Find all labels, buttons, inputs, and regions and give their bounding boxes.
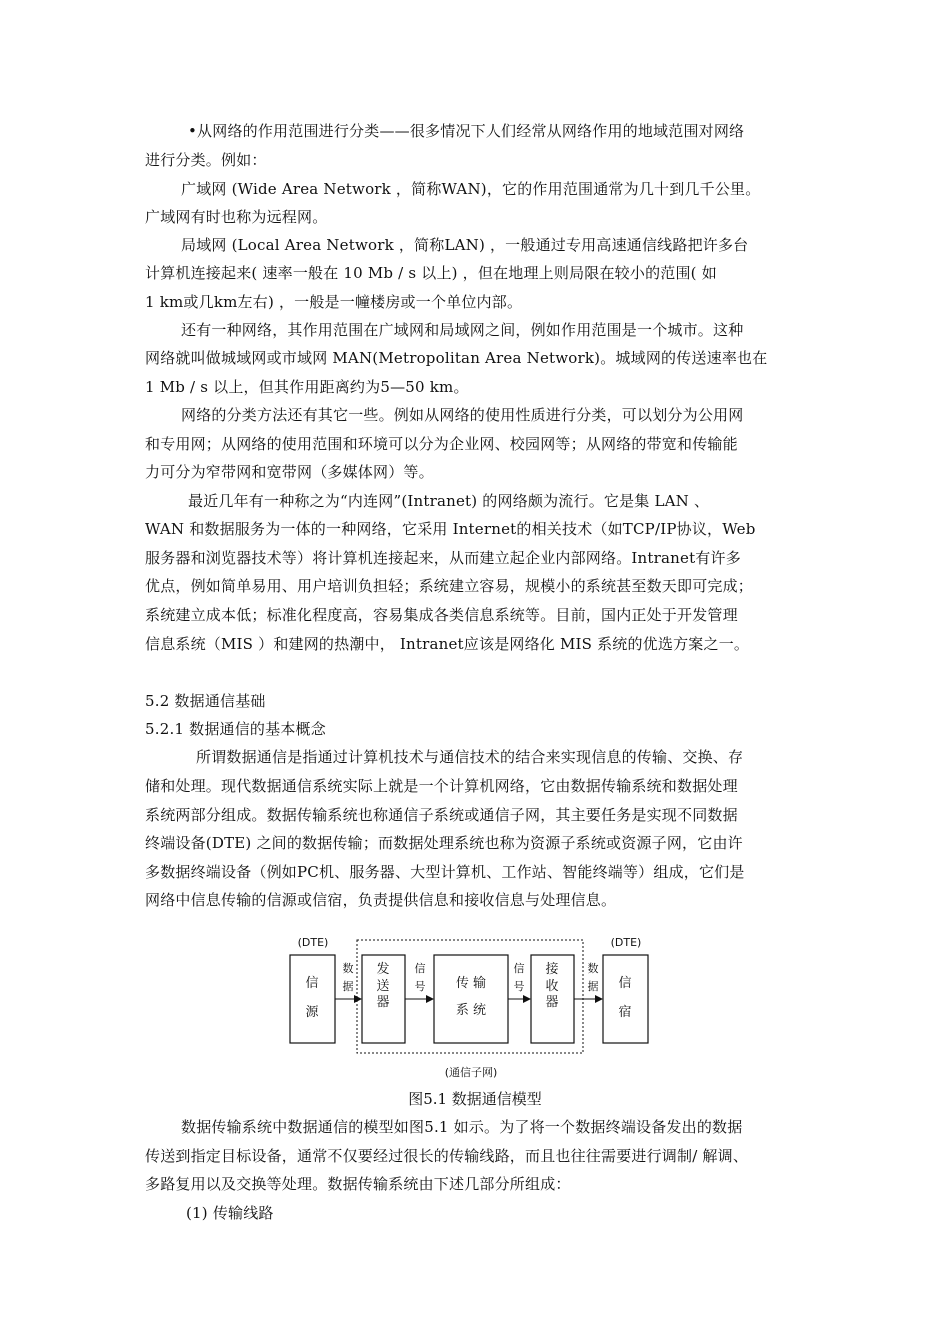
data-label: 数 [587,962,599,975]
source-label: 信 [305,976,319,991]
signal-label: 号 [414,980,426,993]
text-line: 局域网 (Local Area Network ，简称LAN) ，一般通过专用高速通信线路把许多台 [181,236,749,254]
text-line: 1 km或几km左右) ，一般是一幢楼房或一个单位内部。 [145,293,523,311]
source-box [290,955,335,1043]
data-label: 据 [342,980,354,993]
text-line: 储和处理。现代数据通信系统实际上就是一个计算机网络，它由数据传输系统和数据处理 [145,777,738,795]
text-line: 计算机连接起来( 速率一般在 10 Mb / s 以上) ，但在地理上则局限在较小的范围( 如 [145,264,717,282]
subsection-heading: 5.2.1 数据通信的基本概念 [145,720,326,738]
subnet-label: (通信子网) [444,1066,498,1079]
source-label: 源 [305,1005,319,1020]
text-line: 信息系统（MIS ）和建网的热潮中， Intranet应该是网络化 MIS 系统的优选方案之一。 [145,635,750,653]
dte-right-label: (DTE) [610,936,642,949]
transmitter-label: 送 [376,979,390,994]
text-line: 1 Mb / s 以上，但其作用距离约为5—50 km。 [145,378,469,396]
text-line: 多路复用以及交换等处理。数据传输系统由下述几部分所组成： [145,1175,571,1193]
text-line: •从网络的作用范围进行分类——很多情况下人们经常从网络作用的地域范围对网络 [188,122,745,140]
text-line: 和专用网；从网络的使用范围和环境可以分为企业网、校园网等；从网络的带宽和传输能 [145,435,738,453]
text-line: 系统两部分组成。数据传输系统也称通信子系统或通信子网，其主要任务是实现不同数据 [145,806,738,824]
sink-label: 宿 [618,1005,632,1020]
text-line: 网络就叫做城域网或市域网 MAN(Metropolitan Area Network)。城域网的传送速率也在 [145,349,768,367]
section-heading: 5.2 数据通信基础 [145,692,266,710]
signal-label: 信 [513,962,525,975]
list-item: (1) 传输线路 [186,1204,274,1222]
text-line: 传送到指定目标设备，通常不仅要经过很长的传输线路，而且也往往需要进行调制/ 解调、 [145,1147,749,1165]
receiver-label: 器 [545,995,559,1010]
sink-label: 信 [618,976,632,991]
text-line: 还有一种网络，其作用范围在广域网和局域网之间，例如作用范围是一个城市。这种 [181,321,744,339]
text-line: 优点，例如简单易用、用户培训负担轻；系统建立容易，规模小的系统甚至数天即可完成； [145,577,754,595]
receiver-label: 收 [545,979,559,994]
signal-label: 号 [513,980,525,993]
channel-box [434,955,508,1043]
text-line: 服务器和浏览器技术等）将计算机连接起来，从而建立起企业内部网络。Intranet有许多 [145,549,741,567]
text-line: 广域网 (Wide Area Network ，简称WAN)，它的作用范围通常为几十到几千公里。 [181,180,761,198]
text-line: 网络中信息传输的信源或信宿，负责提供信息和接收信息与处理信息。 [145,891,617,909]
dte-left-label: (DTE) [297,936,329,949]
text-line: 终端设备(DTE) 之间的数据传输；而数据处理系统也称为资源子系统或资源子网，它由许 [145,834,743,852]
text-line: 系统建立成本低；标准化程度高，容易集成各类信息系统等。目前，国内正处于开发管理 [145,606,738,624]
text-line: 网络的分类方法还有其它一些。例如从网络的使用性质进行分类，可以划分为公用网 [181,406,744,424]
channel-label: 系 统 [455,1003,487,1018]
sink-box [603,955,648,1043]
transmitter-label: 发 [376,962,390,977]
transmitter-label: 器 [376,995,390,1010]
text-line: WAN 和数据服务为一体的一种网络，它采用 Internet的相关技术（如TCP/IP协议，Web [145,520,756,538]
text-line: 多数据终端设备（例如PC机、服务器、大型计算机、工作站、智能终端等）组成，它们是 [145,863,745,881]
text-line: 最近几年有一种称之为“内连网”(Intranet) 的网络颇为流行。它是集 LAN 、 [188,492,710,510]
text-line: 数据传输系统中数据通信的模型如图5.1 如示。为了将一个数据终端设备发出的数据 [181,1118,743,1136]
figure-caption: 图5.1 数据通信模型 [408,1090,542,1108]
text-line: 进行分类。例如： [145,151,267,169]
text-line: 所谓数据通信是指通过计算机技术与通信技术的结合来实现信息的传输、交换、存 [196,748,744,766]
receiver-label: 接 [545,962,559,977]
data-communication-diagram [280,930,660,1085]
data-label: 据 [587,980,599,993]
signal-label: 信 [414,962,426,975]
text-line: 广域网有时也称为远程网。 [145,208,328,226]
text-line: 力可分为窄带网和宽带网（多媒体网）等。 [145,463,434,481]
data-label: 数 [342,962,354,975]
channel-label: 传 输 [455,976,487,991]
